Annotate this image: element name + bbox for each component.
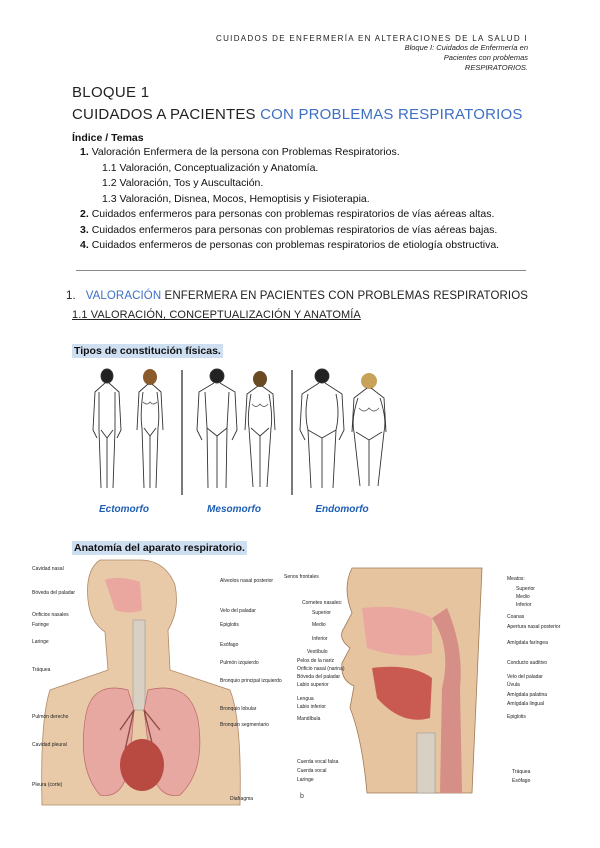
svg-text:Laringe: Laringe bbox=[297, 777, 314, 783]
header-course: CUIDADOS DE ENFERMERÍA EN ALTERACIONES DE LA SALUD I bbox=[216, 34, 528, 43]
svg-text:Pulmón izquierdo: Pulmón izquierdo bbox=[220, 660, 259, 666]
svg-text:Bronquio lobular: Bronquio lobular bbox=[220, 706, 257, 712]
svg-text:Cornetes nasales:: Cornetes nasales: bbox=[302, 600, 343, 606]
svg-text:Velo del paladar: Velo del paladar bbox=[220, 608, 256, 614]
svg-text:Cavidad pleural: Cavidad pleural bbox=[32, 742, 67, 748]
svg-text:Inferior: Inferior bbox=[516, 602, 532, 608]
svg-text:Apertura nasal posterior: Apertura nasal posterior bbox=[507, 624, 561, 630]
svg-text:Bóveda del paladar: Bóveda del paladar bbox=[32, 590, 76, 596]
svg-text:Superior: Superior bbox=[516, 586, 535, 592]
page-title bbox=[72, 106, 523, 123]
svg-text:Labio inferior: Labio inferior bbox=[297, 704, 326, 710]
svg-text:Bóveda del paladar: Bóveda del paladar bbox=[297, 674, 341, 680]
svg-text:Esófago: Esófago bbox=[512, 778, 531, 784]
svg-text:Meatos:: Meatos: bbox=[507, 576, 525, 582]
title-part2: CON PROBLEMAS RESPIRATORIOS bbox=[260, 106, 523, 123]
body-types-drawing bbox=[93, 369, 386, 495]
svg-text:Coanas: Coanas bbox=[507, 614, 525, 620]
svg-text:Orificios nasales: Orificios nasales bbox=[32, 612, 69, 618]
body-types-figure bbox=[72, 360, 402, 520]
page-header bbox=[216, 34, 528, 73]
svg-text:Tráquea: Tráquea bbox=[32, 667, 51, 673]
svg-text:Amígdala faríngea: Amígdala faríngea bbox=[507, 640, 548, 646]
svg-text:Pelos de la nariz: Pelos de la nariz bbox=[297, 658, 334, 664]
index-heading: Índice / Temas bbox=[72, 132, 144, 144]
svg-text:Lengua: Lengua bbox=[297, 696, 314, 702]
index-list bbox=[72, 132, 499, 254]
divider bbox=[76, 270, 526, 271]
svg-text:Alveolos nasal posterior: Alveolos nasal posterior bbox=[220, 578, 274, 584]
svg-text:Velo del paladar: Velo del paladar bbox=[507, 674, 543, 680]
svg-text:Bronquio principal izquierdo: Bronquio principal izquierdo bbox=[220, 678, 282, 684]
bloque-label: BLOQUE 1 bbox=[72, 84, 150, 101]
svg-text:Labio superior: Labio superior bbox=[297, 682, 329, 688]
svg-text:Superior: Superior bbox=[312, 610, 331, 616]
svg-text:Inferior: Inferior bbox=[312, 636, 328, 642]
section-heading: 1. VALORACIÓN ENFERMERA EN PACIENTES CON PROBLEMAS RESPIRATORIOS bbox=[66, 290, 529, 302]
index-subitem: 1.1 Valoración, Conceptualización y Anatomía. bbox=[102, 161, 319, 174]
header-block-2: Pacientes con problemas bbox=[443, 53, 528, 62]
index-subitem: 1.2 Valoración, Tos y Auscultación. bbox=[102, 177, 264, 189]
svg-text:Senos frontales: Senos frontales bbox=[284, 574, 319, 580]
svg-text:Epiglotis: Epiglotis bbox=[507, 714, 526, 720]
index-item: 1. Valoración Enfermera de la persona con Problemas Respiratorios. bbox=[80, 146, 400, 158]
svg-text:Vestíbulo: Vestíbulo bbox=[307, 649, 328, 655]
caption-body-types: Tipos de constitución físicas. bbox=[74, 345, 221, 357]
index-subitem: 1.3 Valoración, Disnea, Mocos, Hemoptisis y Fisioterapia. bbox=[102, 192, 370, 205]
subsection-heading: 1.1 VALORACIÓN, CONCEPTUALIZACIÓN Y ANATOMÍA bbox=[72, 309, 361, 321]
svg-text:Conducto auditivo: Conducto auditivo bbox=[507, 660, 548, 666]
svg-text:Epiglotis: Epiglotis bbox=[220, 622, 239, 628]
svg-text:Cavidad nasal: Cavidad nasal bbox=[32, 566, 64, 572]
anatomy-right-right-labels bbox=[507, 576, 561, 784]
anatomy-right-left-labels bbox=[284, 574, 345, 783]
anatomy-respiratory-system-figure bbox=[30, 560, 282, 805]
svg-text:Medio: Medio bbox=[312, 622, 326, 628]
label-mesomorfo: Mesomorfo bbox=[207, 504, 261, 515]
svg-text:Faringe: Faringe bbox=[32, 622, 49, 628]
svg-text:Cuerda vocal falsa: Cuerda vocal falsa bbox=[297, 759, 339, 765]
anatomy-head-section-figure bbox=[282, 568, 561, 793]
index-item: 4. Cuidados enfermeros de personas con problemas respiratorios de etiología obstructiva. bbox=[80, 239, 500, 251]
header-block: Bloque I: Cuidados de Enfermería en bbox=[404, 43, 528, 52]
svg-text:Laringe: Laringe bbox=[32, 639, 49, 645]
svg-text:Pleura (corte): Pleura (corte) bbox=[32, 782, 63, 788]
label-ectomorfo: Ectomorfo bbox=[99, 504, 149, 515]
svg-text:Pulmón derecho: Pulmón derecho bbox=[32, 714, 69, 720]
anatomy-drawing bbox=[42, 560, 241, 805]
svg-text:Amígdala lingual: Amígdala lingual bbox=[507, 701, 544, 707]
title-part1: CUIDADOS A PACIENTES bbox=[72, 106, 261, 123]
svg-text:Orificio nasal (narina): Orificio nasal (narina) bbox=[297, 666, 345, 672]
index-item: 2. Cuidados enfermeros para personas con problemas respiratorios de vías aéreas altas. bbox=[80, 208, 495, 220]
svg-text:Esófago: Esófago bbox=[220, 642, 239, 648]
svg-text:Cuerda vocal: Cuerda vocal bbox=[297, 768, 327, 774]
svg-text:Bronquio segmentario: Bronquio segmentario bbox=[220, 722, 269, 728]
caption-anatomy: Anatomía del aparato respiratorio. bbox=[74, 542, 245, 554]
svg-text:Diafragma: Diafragma bbox=[230, 796, 254, 802]
svg-text:Mandíbula: Mandíbula bbox=[297, 716, 321, 722]
svg-text:Amígdala palatina: Amígdala palatina bbox=[507, 692, 548, 698]
anatomy-head-drawing bbox=[342, 568, 482, 793]
index-item: 3. Cuidados enfermeros para personas con problemas respiratorios de vías aéreas bajas. bbox=[80, 223, 498, 236]
svg-text:Tráquea: Tráquea bbox=[512, 769, 531, 775]
page-marker: b bbox=[300, 793, 304, 800]
svg-text:Medio: Medio bbox=[516, 594, 530, 600]
svg-text:Úvula: Úvula bbox=[507, 682, 520, 688]
label-endomorfo: Endomorfo bbox=[315, 504, 369, 515]
header-block-3: RESPIRATORIOS. bbox=[464, 63, 528, 72]
